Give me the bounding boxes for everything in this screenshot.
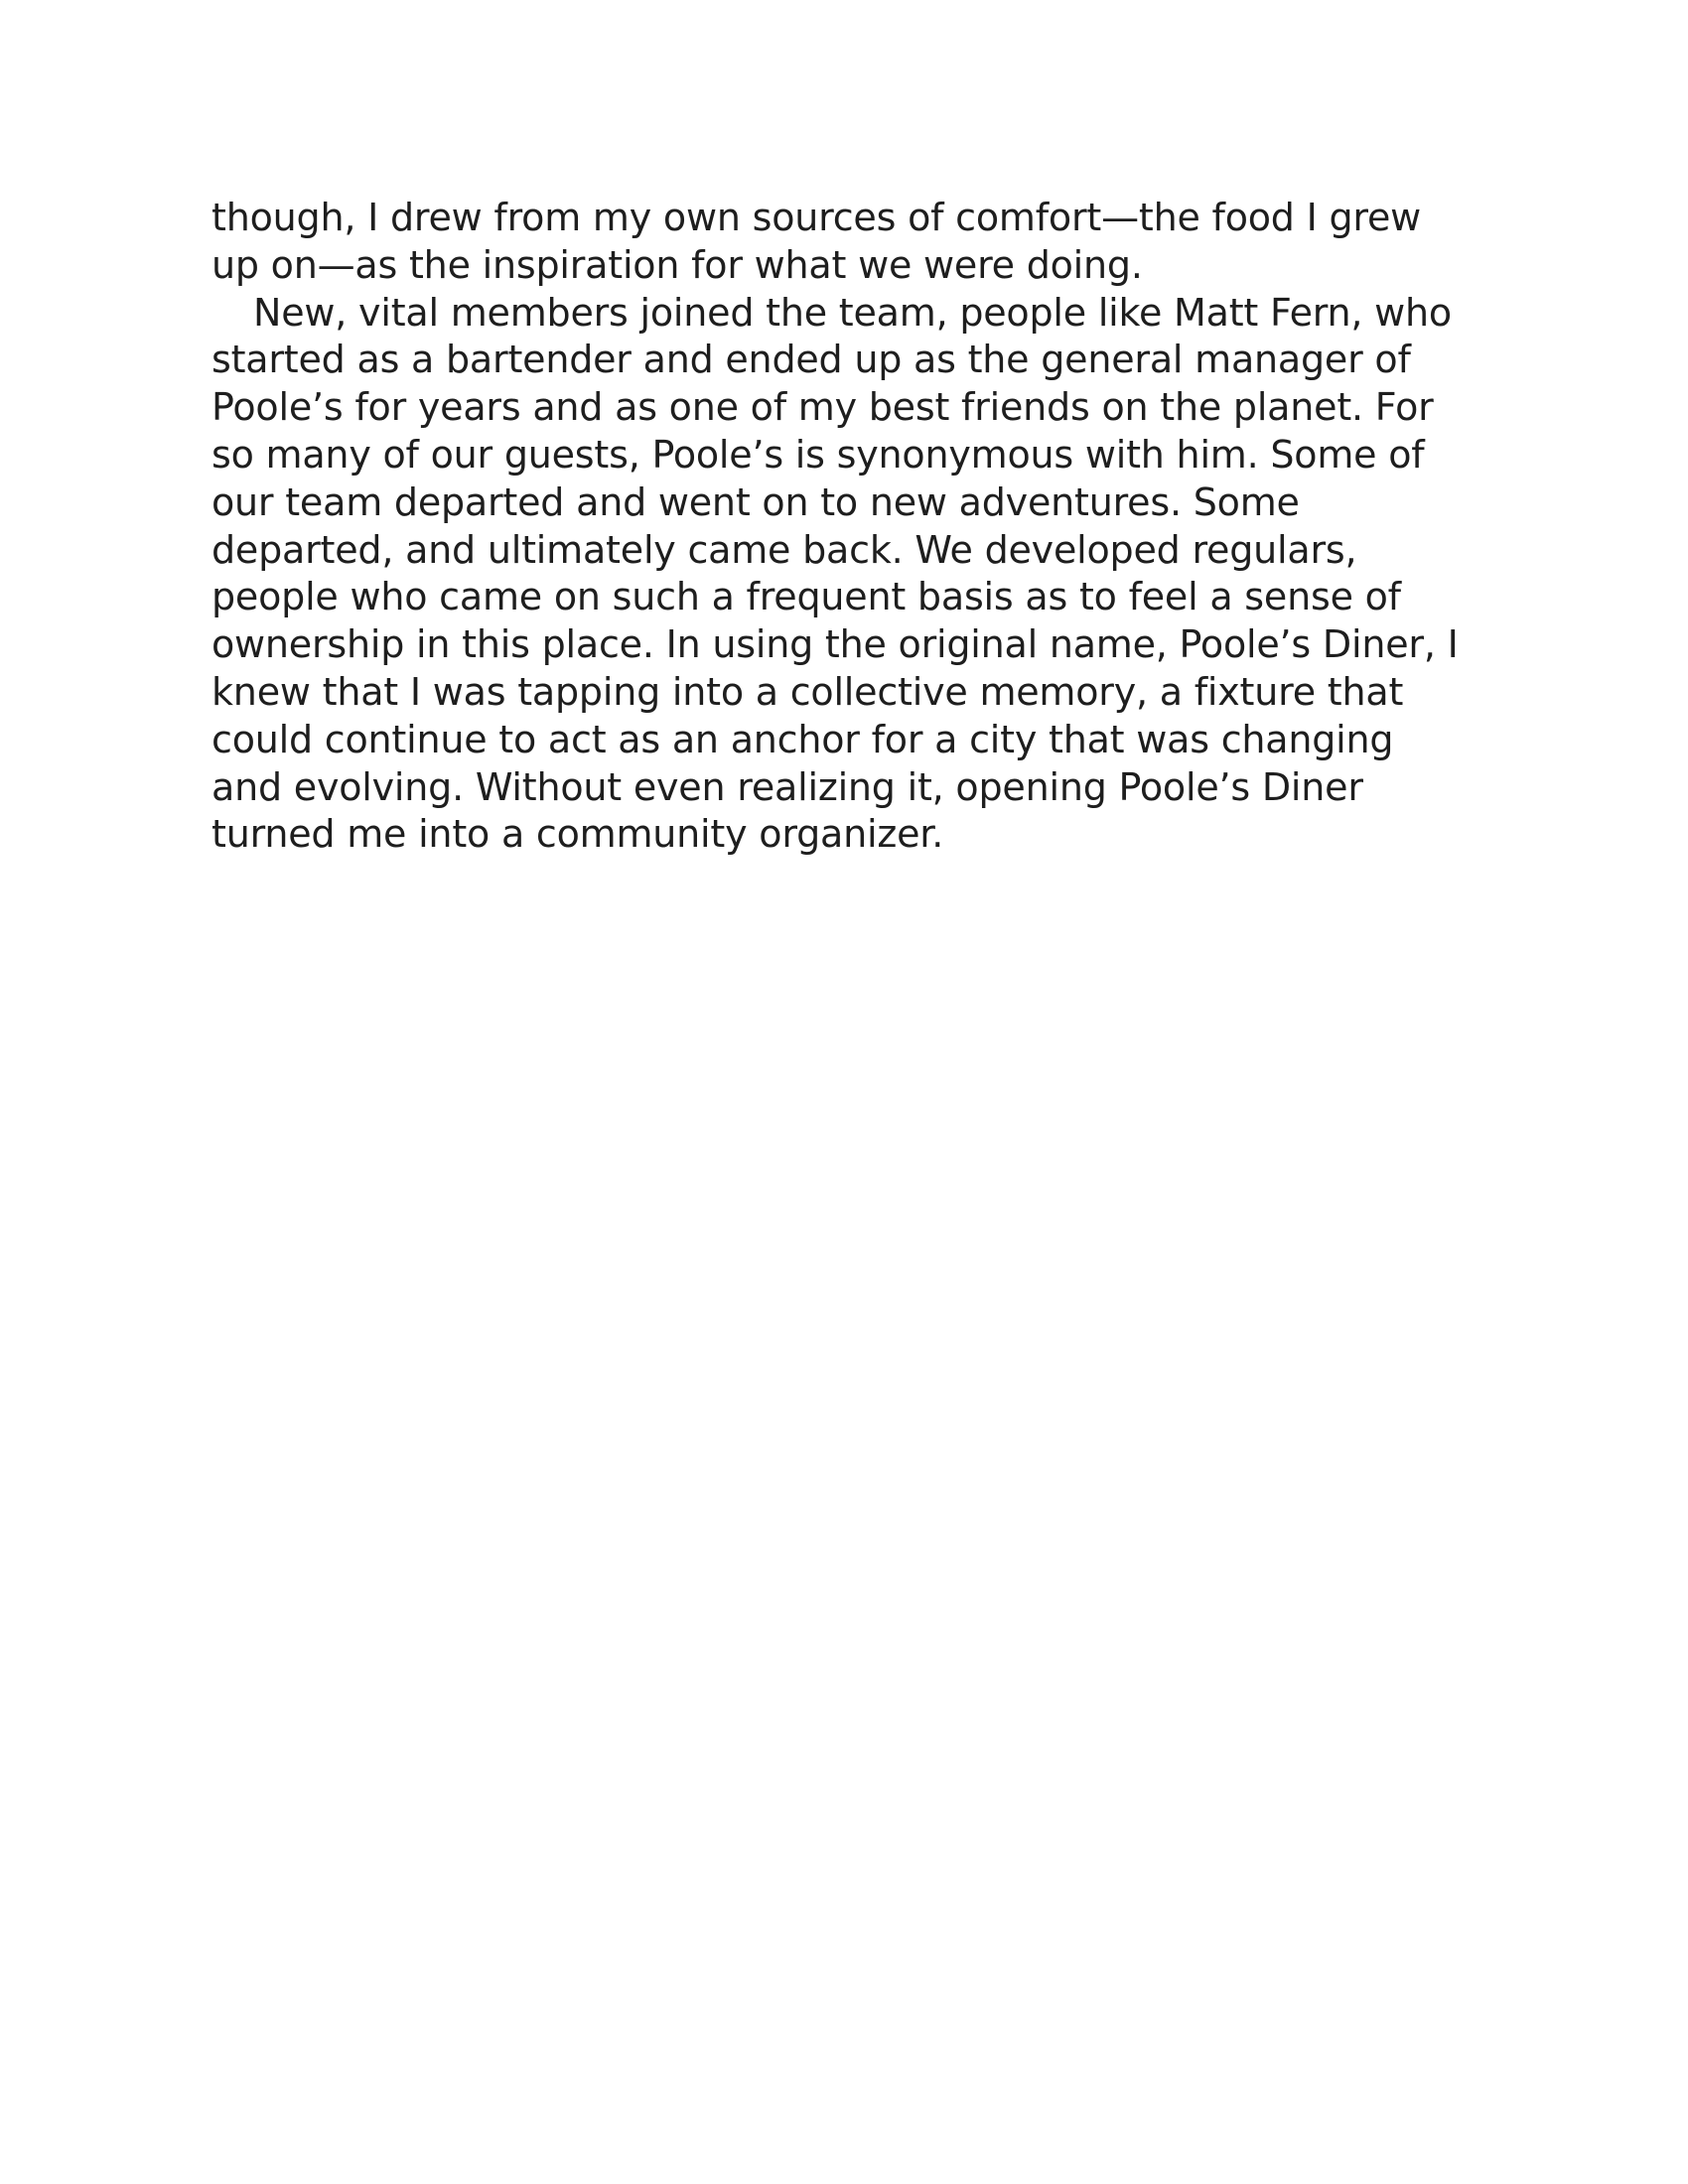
text-line: knew that I was tapping into a collective memory, a fixture that <box>211 669 1404 714</box>
text-line: so many of our guests, Poole’s is synonymous with him. Some of <box>211 432 1425 477</box>
text-line: up on—as the inspiration for what we were doing. <box>211 242 1143 287</box>
paragraph-first-line: New, vital members joined the team, people like Matt Fern, who <box>253 290 1452 335</box>
text-line: departed, and ultimately came back. We developed regulars, <box>211 527 1357 572</box>
body-text <box>211 195 1492 859</box>
text-line: ownership in this place. In using the original name, Poole’s Diner, I <box>211 622 1459 667</box>
text-line: people who came on such a frequent basis as to feel a sense of <box>211 575 1401 619</box>
text-line: started as a bartender and ended up as the general manager of <box>211 338 1411 382</box>
text-line: our team departed and went on to new adventures. Some <box>211 479 1300 524</box>
text-line: though, I drew from my own sources of comfort—the food I grew <box>211 196 1422 239</box>
text-line: and evolving. Without even realizing it, opening Poole’s Diner <box>211 764 1363 809</box>
text-line: Poole’s for years and as one of my best friends on the planet. For <box>211 385 1434 430</box>
text-line: turned me into a community organizer. <box>211 812 944 857</box>
text-line: could continue to act as an anchor for a city that was changing <box>211 717 1394 761</box>
